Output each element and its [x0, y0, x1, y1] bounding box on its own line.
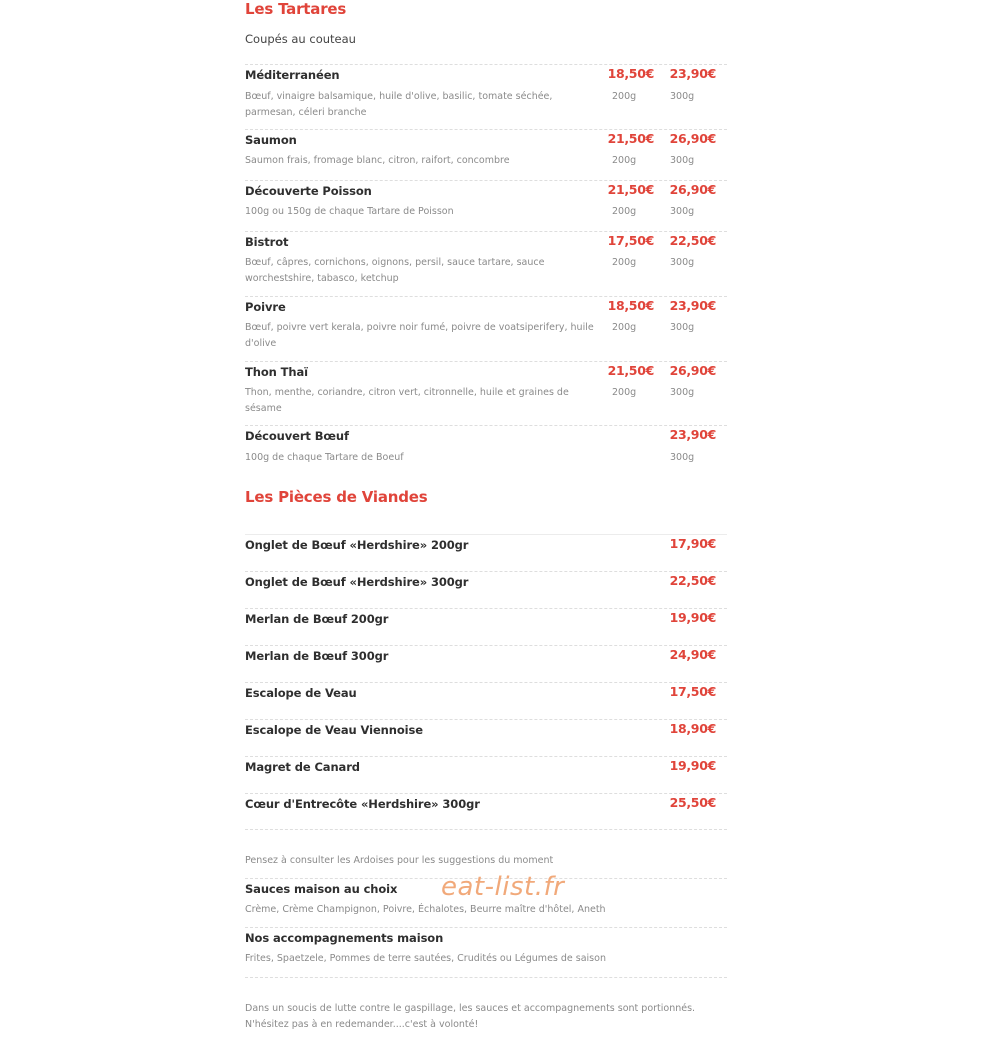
- description-line: Bœuf, câpres, cornichons, oignons, persil, sauce tartare, sauce: [245, 257, 545, 268]
- tartare-price-large: 22,50€: [669, 233, 716, 248]
- description-line: d'olive: [245, 337, 277, 349]
- viande-price: 17,50€: [669, 684, 716, 699]
- tartare-description: [245, 89, 595, 120]
- tartare-description: [245, 450, 595, 466]
- divider: [245, 829, 727, 830]
- tartare-weight-large: 300g: [670, 257, 695, 268]
- tartare-name: Thon Thaï: [245, 365, 308, 379]
- tartare-description: [245, 255, 595, 286]
- divider: [245, 361, 727, 362]
- tartare-price-large: 23,90€: [669, 427, 716, 442]
- tartare-weight-large: 300g: [670, 387, 695, 398]
- description-line: Saumon frais, fromage blanc, citron, raifort, concombre: [245, 155, 510, 166]
- sauces-title: Sauces maison au choix: [245, 882, 398, 896]
- tartare-name: Saumon: [245, 133, 297, 147]
- description-line: Bœuf, vinaigre balsamique, huile d'olive, basilic, tomate séchée,: [245, 91, 553, 102]
- accompagnements-title: Nos accompagnements maison: [245, 931, 444, 945]
- viande-price: 25,50€: [669, 795, 716, 810]
- footer-note: [245, 1001, 725, 1033]
- description-line: worchestshire, tabasco, ketchup: [245, 272, 399, 284]
- tartare-price-small: 18,50€: [607, 66, 654, 81]
- divider: [245, 719, 727, 720]
- tartare-name: Bistrot: [245, 235, 289, 249]
- tartare-description: [245, 385, 595, 416]
- tartare-weight-small: 200g: [612, 387, 637, 398]
- tartare-price-small: 21,50€: [607, 131, 654, 146]
- tartare-name: Poivre: [245, 300, 286, 314]
- viande-name: Escalope de Veau: [245, 686, 357, 700]
- description-line: 100g de chaque Tartare de Boeuf: [245, 452, 404, 463]
- description-line: Thon, menthe, coriandre, citron vert, citronnelle, huile et graines de: [245, 387, 569, 398]
- tartare-weight-large: 300g: [670, 91, 695, 102]
- tartare-price-small: 17,50€: [607, 233, 654, 248]
- viande-price: 18,90€: [669, 721, 716, 736]
- tartare-weight-small: 200g: [612, 91, 637, 102]
- viande-price: 17,90€: [669, 536, 716, 551]
- description-line: Bœuf, poivre vert kerala, poivre noir fumé, poivre de voatsiperifery, huile: [245, 322, 594, 333]
- divider: [245, 682, 727, 683]
- tartare-price-small: 18,50€: [607, 298, 654, 313]
- tartare-price-large: 26,90€: [669, 363, 716, 378]
- ardoises-note: Pensez à consulter les Ardoises pour les suggestions du moment: [245, 855, 554, 866]
- divider: [245, 927, 727, 928]
- viande-name: Escalope de Veau Viennoise: [245, 723, 423, 737]
- tartare-weight-small: 200g: [612, 322, 637, 333]
- divider: [245, 977, 727, 978]
- tartare-description: [245, 153, 595, 169]
- divider: [245, 425, 727, 426]
- tartare-weight-large: 300g: [670, 322, 695, 333]
- tartare-weight-large: 300g: [670, 155, 695, 166]
- tartare-price-large: 26,90€: [669, 182, 716, 197]
- viande-name: Onglet de Bœuf «Herdshire» 200gr: [245, 538, 469, 552]
- divider: [245, 756, 727, 757]
- tartare-weight-large: 300g: [670, 206, 695, 217]
- tartare-description: [245, 320, 595, 351]
- viandes-title: Les Pièces de Viandes: [245, 488, 428, 506]
- viande-price: 24,90€: [669, 647, 716, 662]
- watermark-logo: eat-list.fr: [441, 872, 565, 902]
- divider: [245, 180, 727, 181]
- divider: [245, 793, 727, 794]
- tartare-name: Découverte Poisson: [245, 184, 372, 198]
- tartare-weight-small: 200g: [612, 257, 637, 268]
- divider: [245, 129, 727, 130]
- divider: [245, 571, 727, 572]
- tartare-name: Méditerranéen: [245, 68, 340, 82]
- tartare-weight-large: 300g: [670, 452, 695, 463]
- sauces-description: Crème, Crème Champignon, Poivre, Échalotes, Beurre maître d'hôtel, Aneth: [245, 904, 606, 915]
- tartare-weight-small: 200g: [612, 155, 637, 166]
- footer-line: N'hésitez pas à en redemander....c'est à volonté!: [245, 1019, 479, 1030]
- viande-name: Cœur d'Entrecôte «Herdshire» 300gr: [245, 797, 480, 811]
- tartare-price-large: 23,90€: [669, 298, 716, 313]
- description-line: 100g ou 150g de chaque Tartare de Poisson: [245, 206, 454, 217]
- description-line: sésame: [245, 402, 282, 414]
- viande-name: Merlan de Bœuf 300gr: [245, 649, 389, 663]
- tartare-description: [245, 204, 595, 220]
- divider: [245, 296, 727, 297]
- divider: [245, 608, 727, 609]
- divider: [245, 231, 727, 232]
- divider: [245, 64, 727, 65]
- divider: [245, 645, 727, 646]
- viande-price: 22,50€: [669, 573, 716, 588]
- accompagnements-description: Frites, Spaetzele, Pommes de terre sautées, Crudités ou Légumes de saison: [245, 953, 606, 964]
- tartare-price-small: 21,50€: [607, 363, 654, 378]
- viande-name: Magret de Canard: [245, 760, 360, 774]
- viande-name: Merlan de Bœuf 200gr: [245, 612, 389, 626]
- tartare-price-large: 23,90€: [669, 66, 716, 81]
- divider: [245, 534, 727, 535]
- tartare-price-large: 26,90€: [669, 131, 716, 146]
- footer-line: Dans un soucis de lutte contre le gaspillage, les sauces et accompagnements sont portionnés.: [245, 1003, 696, 1014]
- tartare-price-small: 21,50€: [607, 182, 654, 197]
- description-line: parmesan, céleri branche: [245, 106, 367, 118]
- tartare-weight-small: 200g: [612, 206, 637, 217]
- tartares-subtitle: Coupés au couteau: [245, 32, 356, 46]
- viande-price: 19,90€: [669, 758, 716, 773]
- tartares-title: Les Tartares: [245, 0, 347, 18]
- viande-price: 19,90€: [669, 610, 716, 625]
- tartare-name: Découvert Bœuf: [245, 429, 349, 443]
- viande-name: Onglet de Bœuf «Herdshire» 300gr: [245, 575, 469, 589]
